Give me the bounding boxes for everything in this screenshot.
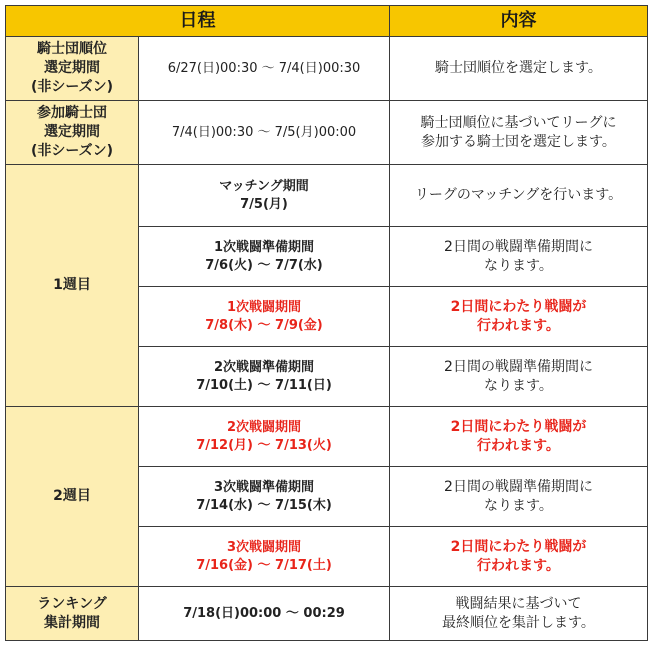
schedule-table	[5, 5, 648, 641]
row-date: 1次戦闘準備期間 7/6(火) 〜 7/7(水)	[139, 227, 390, 287]
row-date: 3次戦闘期間 7/16(金) 〜 7/17(土)	[139, 527, 390, 587]
row-date: 2次戦闘期間 7/12(月) 〜 7/13(火)	[139, 407, 390, 467]
row-label: ランキング 集計期間	[6, 587, 139, 641]
row-date: 2次戦闘準備期間 7/10(土) 〜 7/11(日)	[139, 347, 390, 407]
row-date: 3次戦闘準備期間 7/14(水) 〜 7/15(木)	[139, 467, 390, 527]
week-1-label: 1週目	[6, 165, 139, 407]
row-content: 2日間にわたり戦闘が 行われます。	[390, 407, 648, 467]
table-row	[6, 587, 648, 641]
header-row	[6, 6, 648, 37]
row-content: 2日間の戦闘準備期間に なります。	[390, 467, 648, 527]
row-content: 騎士団順位を選定します。	[390, 37, 648, 101]
table-row	[6, 165, 648, 227]
row-content: 騎士団順位に基づいてリーグに 参加する騎士団を選定します。	[390, 101, 648, 165]
row-content: リーグのマッチングを行います。	[390, 165, 648, 227]
row-date: 7/4(日)00:30 〜 7/5(月)00:00	[139, 101, 390, 165]
table-row	[6, 37, 648, 101]
row-content: 2日間の戦闘準備期間に なります。	[390, 347, 648, 407]
row-date: 1次戦闘期間 7/8(木) 〜 7/9(金)	[139, 287, 390, 347]
header-schedule: 日程	[6, 6, 390, 37]
row-date: マッチング期間 7/5(月)	[139, 165, 390, 227]
row-label: 参加騎士団 選定期間 (非シーズン)	[6, 101, 139, 165]
table-row	[6, 407, 648, 467]
table-row	[6, 101, 648, 165]
row-content: 2日間にわたり戦闘が 行われます。	[390, 287, 648, 347]
header-content: 内容	[390, 6, 648, 37]
row-label: 騎士団順位 選定期間 (非シーズン)	[6, 37, 139, 101]
row-date: 6/27(日)00:30 〜 7/4(日)00:30	[139, 37, 390, 101]
row-content: 2日間の戦闘準備期間に なります。	[390, 227, 648, 287]
week-2-label: 2週目	[6, 407, 139, 587]
row-content: 2日間にわたり戦闘が 行われます。	[390, 527, 648, 587]
row-content: 戦闘結果に基づいて 最終順位を集計します。	[390, 587, 648, 641]
row-date: 7/18(日)00:00 〜 00:29	[139, 587, 390, 641]
